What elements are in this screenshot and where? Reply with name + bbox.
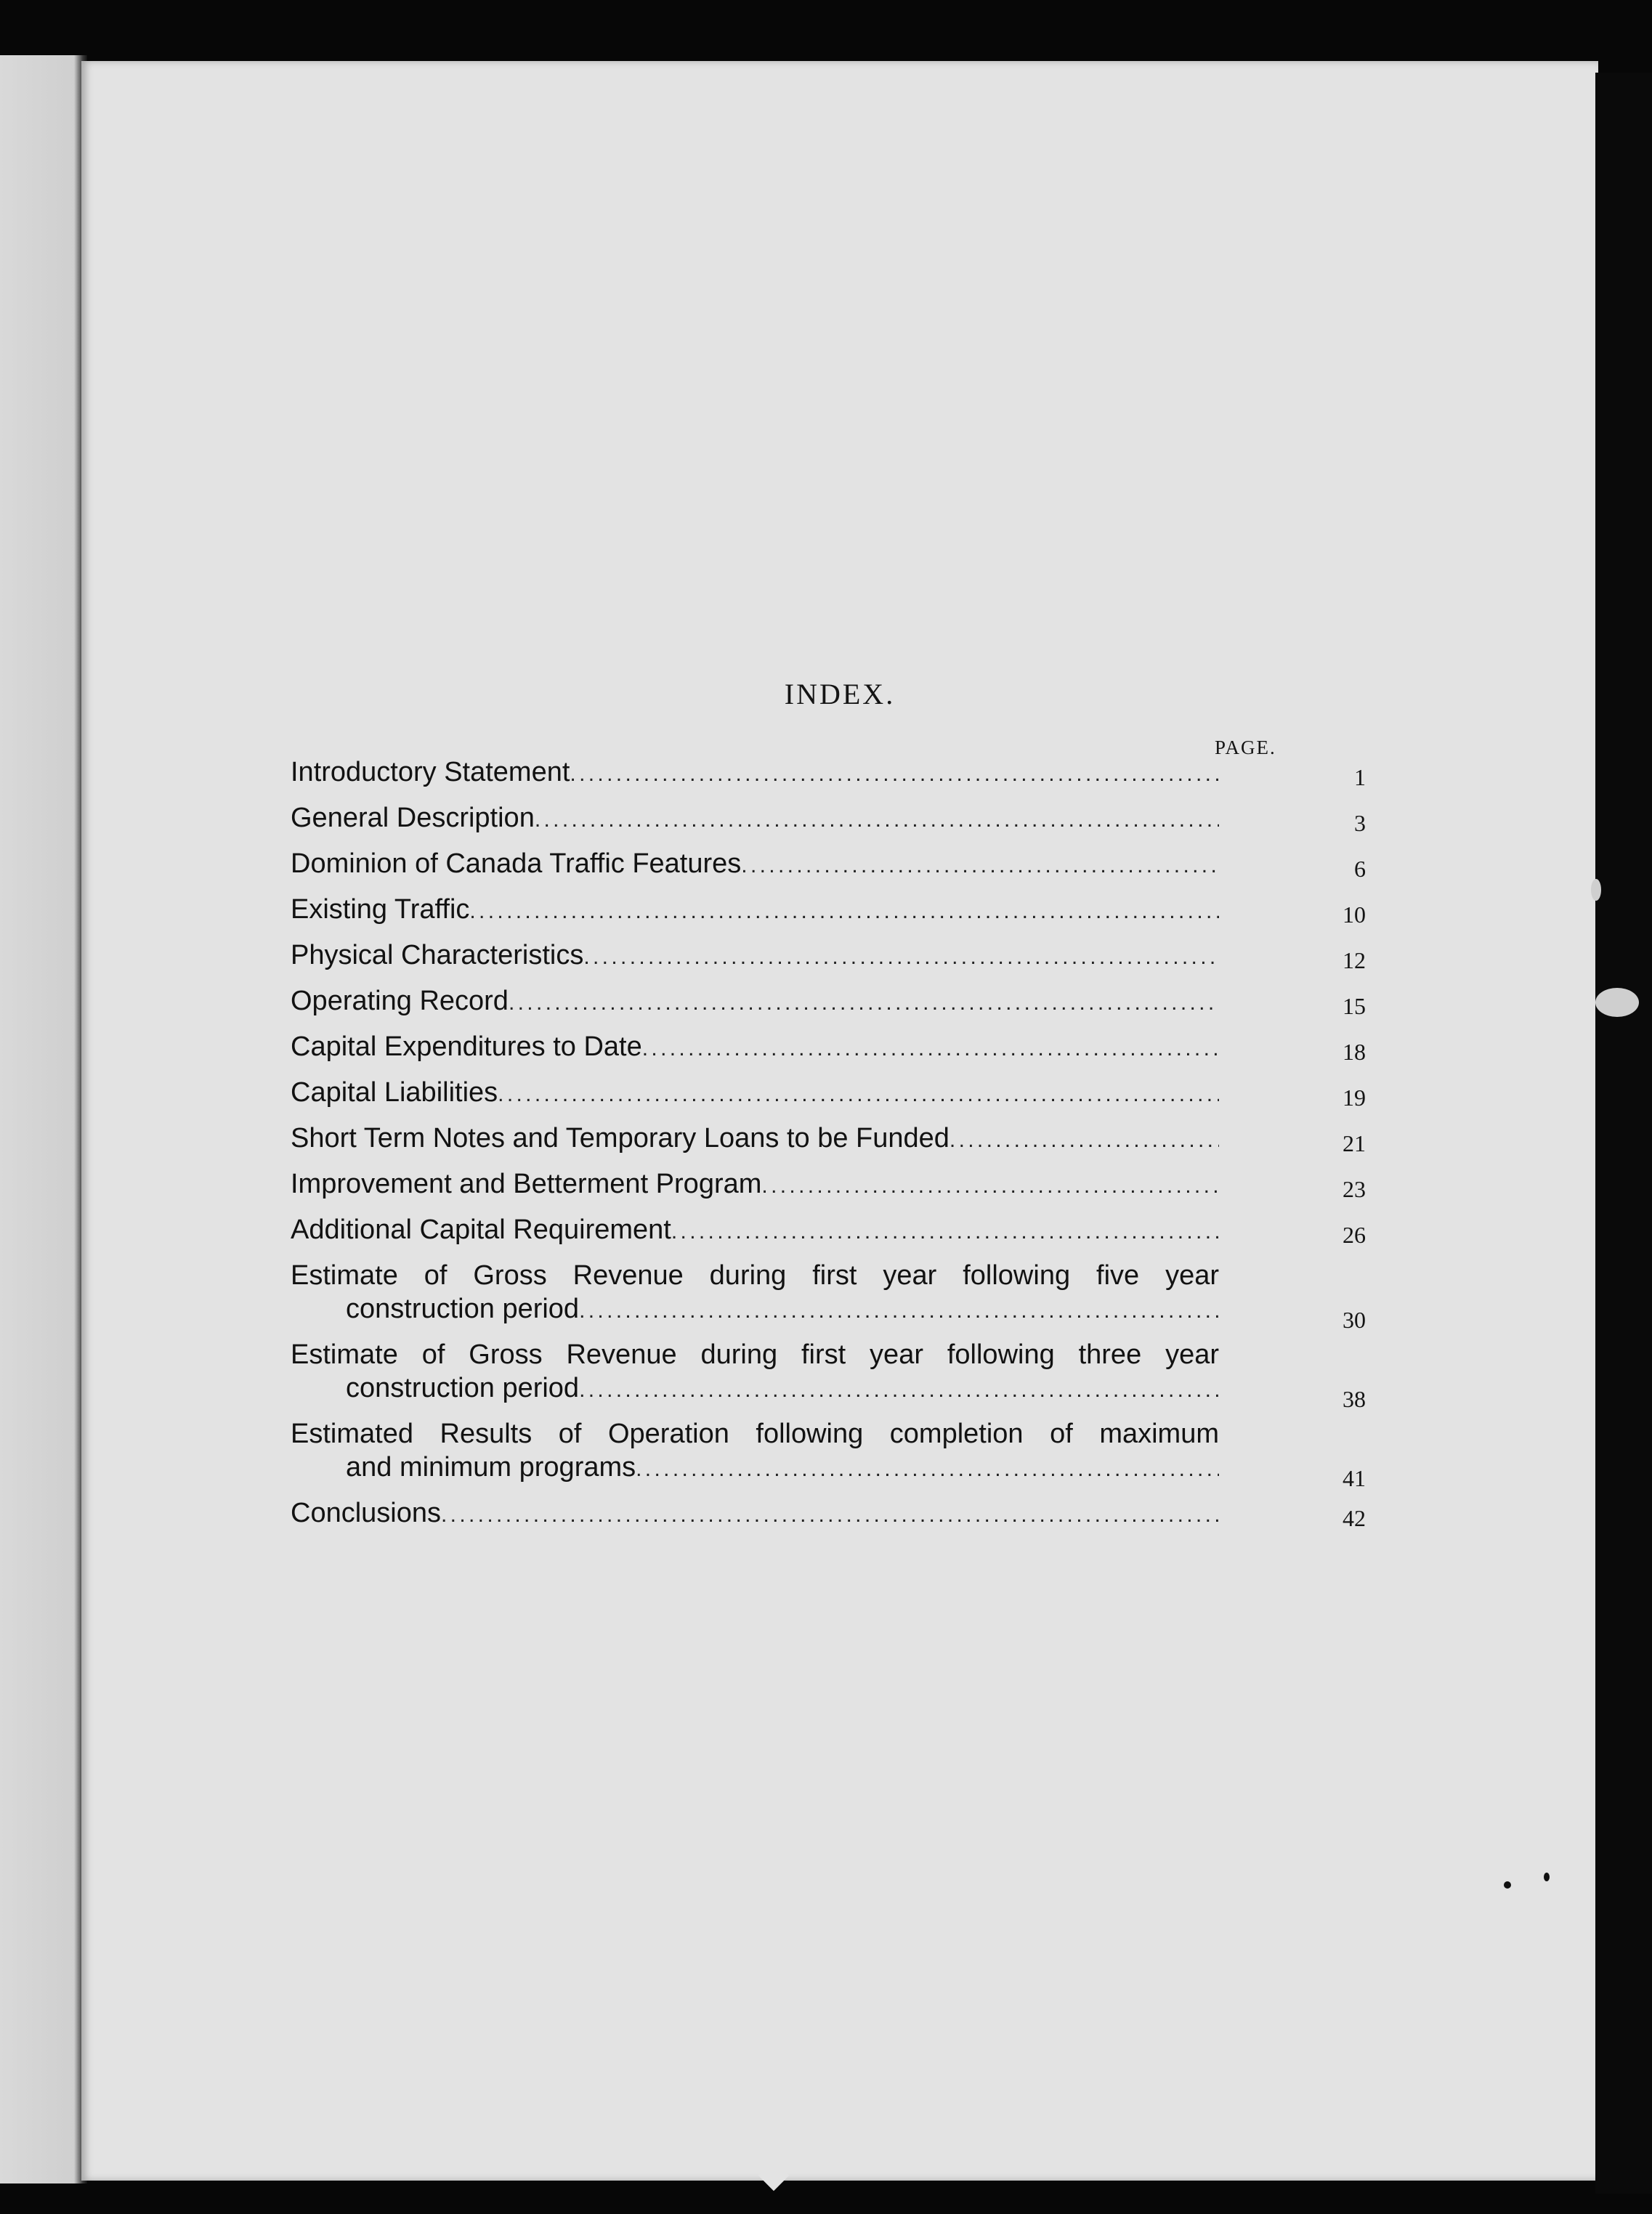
toc-entry-page: 41 xyxy=(1343,1465,1366,1491)
scan-speck xyxy=(1544,1873,1550,1881)
toc-entry-page: 19 xyxy=(1343,1084,1366,1111)
toc-entry xyxy=(291,986,1366,1031)
toc-entry xyxy=(291,1031,1366,1077)
toc-entry-title: Existing Traffic xyxy=(291,894,470,925)
scan-speck xyxy=(1591,879,1601,901)
scan-speck xyxy=(1595,988,1639,1017)
toc-entry xyxy=(291,803,1366,848)
dot-leader xyxy=(950,1128,1219,1153)
dot-leader xyxy=(636,1457,1219,1482)
toc-entry-page: 30 xyxy=(1343,1307,1366,1333)
dot-leader xyxy=(579,1378,1219,1403)
scan-border-right xyxy=(1595,73,1652,2194)
dot-leader xyxy=(498,1082,1219,1107)
document-page xyxy=(81,61,1598,2181)
toc-entry-title: Capital Liabilities xyxy=(291,1077,498,1108)
dot-leader xyxy=(535,808,1219,832)
dot-leader xyxy=(741,853,1219,878)
toc-entry xyxy=(291,848,1366,894)
toc-entry-page: 10 xyxy=(1343,901,1366,928)
toc-entry-page: 12 xyxy=(1343,947,1366,973)
toc-entry-title: Capital Expenditures to Date xyxy=(291,1031,642,1062)
toc-entry-page: 18 xyxy=(1343,1039,1366,1065)
toc-entry-page: 26 xyxy=(1343,1222,1366,1248)
dot-leader xyxy=(441,1503,1219,1528)
dot-leader xyxy=(509,991,1219,1015)
index-heading: INDEX. xyxy=(784,678,896,710)
toc-entry xyxy=(291,1077,1366,1123)
toc-entry-page: 38 xyxy=(1343,1386,1366,1412)
toc-entry-title-line2: and minimum programs xyxy=(346,1452,636,1483)
dot-leader xyxy=(671,1220,1219,1244)
dot-leader xyxy=(469,899,1219,924)
toc-entry-title: Short Term Notes and Temporary Loans to be Funded xyxy=(291,1123,950,1153)
toc-entry-title: Additional Capital Requirement xyxy=(291,1215,671,1245)
toc-entry-title: Operating Record xyxy=(291,986,509,1016)
toc-entry-title: General Description xyxy=(291,803,535,833)
toc-entry-title: Dominion of Canada Traffic Features xyxy=(291,848,742,879)
toc-entry-title: Introductory Statement xyxy=(291,757,570,787)
toc-entry xyxy=(291,1123,1366,1169)
toc-entry-title-line1: Estimated Results of Operation following completion of maximum xyxy=(291,1419,1219,1449)
toc-entry-page: 6 xyxy=(1354,856,1366,882)
toc-entry-page: 15 xyxy=(1343,993,1366,1019)
toc-entry-page: 21 xyxy=(1343,1130,1366,1156)
dot-leader xyxy=(570,762,1219,787)
toc-entry xyxy=(291,940,1366,986)
toc-entry xyxy=(291,1339,1366,1419)
toc-entry-title-line2: construction period xyxy=(346,1294,580,1324)
toc-entry-page: 1 xyxy=(1354,764,1366,790)
toc-entry-title-line1: Estimate of Gross Revenue during first year following three year xyxy=(291,1339,1219,1370)
toc-entry-title: Improvement and Betterment Program xyxy=(291,1169,762,1199)
dot-leader xyxy=(642,1037,1219,1061)
toc-entry-title-line2: construction period xyxy=(346,1373,580,1403)
toc-entry-title-line1: Estimate of Gross Revenue during first year following five year xyxy=(291,1260,1219,1291)
dot-leader xyxy=(761,1174,1219,1199)
toc-entry xyxy=(291,894,1366,940)
dot-leader xyxy=(583,945,1219,970)
dot-leader xyxy=(579,1299,1219,1323)
toc-entry-page: 42 xyxy=(1343,1505,1366,1531)
toc-entry xyxy=(291,1260,1366,1339)
toc-entry-title: Physical Characteristics xyxy=(291,940,584,970)
toc-entry xyxy=(291,1498,1366,1544)
page-column-label: PAGE. xyxy=(1215,737,1276,758)
facing-page-edge xyxy=(0,55,87,2183)
toc-entry-page: 23 xyxy=(1343,1176,1366,1202)
toc-entry xyxy=(291,1215,1366,1260)
toc-entry-page: 3 xyxy=(1354,810,1366,836)
toc-entry-title: Conclusions xyxy=(291,1498,441,1528)
toc-entry xyxy=(291,1169,1366,1215)
toc-entry xyxy=(291,1419,1366,1498)
table-of-contents xyxy=(291,757,1366,1544)
toc-entry xyxy=(291,757,1366,803)
scan-speck xyxy=(1504,1881,1511,1889)
